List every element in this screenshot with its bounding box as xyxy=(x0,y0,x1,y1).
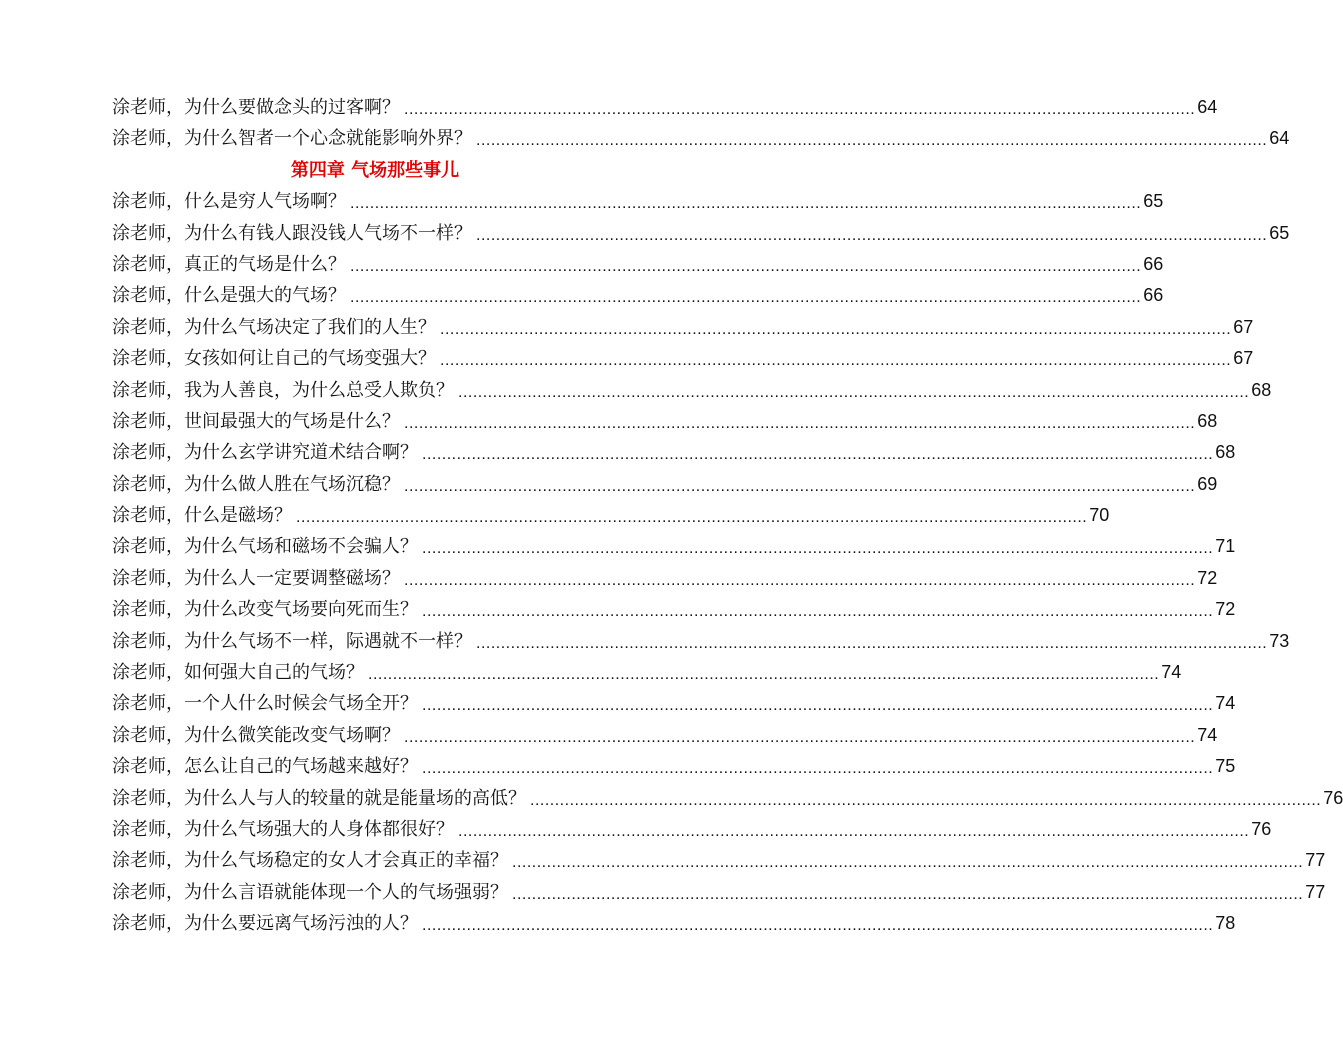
toc-leader-dots: ................................................................................................................................................................ xyxy=(458,822,1250,840)
toc-entry[interactable] xyxy=(112,249,1164,280)
toc-leader-dots: ................................................................................................................................................................ xyxy=(422,917,1214,935)
toc-entry-page: 65 xyxy=(1143,191,1164,212)
toc-leader-dots: ................................................................................................................................................................ xyxy=(404,571,1196,589)
toc-entry[interactable] xyxy=(112,375,1272,406)
toc-entry-page: 76 xyxy=(1251,818,1272,839)
toc-entry[interactable] xyxy=(112,531,1236,562)
toc-entry[interactable] xyxy=(112,500,1110,531)
toc-entry-page: 68 xyxy=(1215,442,1236,463)
toc-entry-page: 68 xyxy=(1197,410,1218,431)
toc-entry[interactable] xyxy=(112,720,1218,751)
toc-entry-page: 73 xyxy=(1269,630,1290,651)
chapter-heading[interactable]: 第四章 气场那些事儿 xyxy=(290,159,460,181)
toc-entry[interactable] xyxy=(112,92,1218,123)
toc-entry[interactable] xyxy=(112,657,1182,688)
toc-entry[interactable] xyxy=(112,877,1326,908)
toc-entry[interactable] xyxy=(112,437,1236,468)
toc-entry-title: 涂老师，为什么言语就能体现一个人的气场强弱？ xyxy=(112,881,508,903)
toc-entry-title: 涂老师，为什么气场不一样，际遇就不一样？ xyxy=(112,630,472,652)
toc-entry[interactable] xyxy=(112,688,1236,719)
toc-entry-page: 72 xyxy=(1197,567,1218,588)
toc-leader-dots: ................................................................................................................................................................ xyxy=(296,509,1088,527)
toc-entry-title: 涂老师，为什么要远离气场污浊的人？ xyxy=(112,913,418,935)
toc-entry-page: 68 xyxy=(1251,379,1272,400)
toc-entry-title: 涂老师，为什么气场稳定的女人才会真正的幸福？ xyxy=(112,850,508,872)
toc-leader-dots: ................................................................................................................................................................ xyxy=(458,383,1250,401)
toc-entry[interactable] xyxy=(112,783,1343,814)
toc-leader-dots: ................................................................................................................................................................ xyxy=(422,446,1214,464)
toc-entry-title: 涂老师，女孩如何让自己的气场变强大？ xyxy=(112,348,436,370)
toc-entry[interactable] xyxy=(112,406,1218,437)
toc-entry-title: 涂老师，为什么有钱人跟没钱人气场不一样？ xyxy=(112,222,472,244)
toc-entry[interactable] xyxy=(112,312,1254,343)
toc-entry[interactable] xyxy=(112,280,1164,311)
toc-entry-page: 74 xyxy=(1215,693,1236,714)
toc-entry-page: 64 xyxy=(1197,97,1218,117)
toc-entry-title: 涂老师，什么是磁场？ xyxy=(112,505,292,527)
toc-entry[interactable] xyxy=(112,845,1326,876)
toc-leader-dots: ................................................................................................................................................................ xyxy=(404,101,1196,118)
toc-entry[interactable] xyxy=(112,218,1290,249)
toc-entry-title: 涂老师，一个人什么时候会气场全开？ xyxy=(112,693,418,715)
toc-entry-page: 70 xyxy=(1089,505,1110,526)
toc-entry-title: 涂老师，为什么气场决定了我们的人生？ xyxy=(112,316,436,338)
toc-entry-page: 75 xyxy=(1215,756,1236,777)
toc-entry-page: 65 xyxy=(1269,222,1290,243)
toc-entry[interactable] xyxy=(112,908,1236,939)
toc-leader-dots: ................................................................................................................................................................ xyxy=(422,697,1214,715)
toc-entry-title: 涂老师，什么是强大的气场？ xyxy=(112,285,346,307)
toc-entry-page: 76 xyxy=(1323,787,1343,808)
toc-entry-title: 涂老师，为什么要做念头的过客啊？ xyxy=(112,97,400,118)
toc-entry[interactable] xyxy=(112,186,1164,217)
toc-entry[interactable] xyxy=(112,123,1290,154)
toc-leader-dots: ................................................................................................................................................................ xyxy=(350,257,1142,275)
toc-entry-page: 67 xyxy=(1233,348,1254,369)
toc-entry-page: 64 xyxy=(1269,128,1290,149)
toc-entry-page: 74 xyxy=(1161,662,1182,683)
toc-leader-dots: ................................................................................................................................................................ xyxy=(476,226,1268,244)
toc-entry-title: 涂老师，为什么玄学讲究道术结合啊？ xyxy=(112,442,418,464)
toc-leader-dots: ................................................................................................................................................................ xyxy=(350,289,1142,307)
toc-leader-dots: ................................................................................................................................................................ xyxy=(422,760,1214,778)
toc-entry-title: 涂老师，为什么人与人的较量的就是能量场的高低？ xyxy=(112,787,526,809)
toc-entry-title: 涂老师，世间最强大的气场是什么？ xyxy=(112,410,400,432)
toc-leader-dots: ................................................................................................................................................................ xyxy=(440,320,1232,338)
toc-leader-dots: ................................................................................................................................................................ xyxy=(422,540,1214,558)
toc-entry-title: 涂老师，为什么微笑能改变气场啊？ xyxy=(112,724,400,746)
toc-leader-dots: ................................................................................................................................................................ xyxy=(512,854,1304,872)
toc-leader-dots: ................................................................................................................................................................ xyxy=(404,414,1196,432)
toc-entry[interactable] xyxy=(112,626,1290,657)
toc-entry[interactable] xyxy=(112,563,1218,594)
toc-entry-page: 78 xyxy=(1215,913,1236,934)
toc-leader-dots: ................................................................................................................................................................ xyxy=(440,352,1232,370)
toc-leader-dots: ................................................................................................................................................................ xyxy=(350,195,1142,213)
toc-leader-dots: ................................................................................................................................................................ xyxy=(422,603,1214,621)
toc-entry-page: 69 xyxy=(1197,473,1218,494)
toc-leader-dots: ................................................................................................................................................................ xyxy=(476,132,1268,150)
toc-entry-title: 涂老师，我为人善良，为什么总受人欺负？ xyxy=(112,379,454,401)
toc-entry-title: 涂老师，为什么智者一个心念就能影响外界？ xyxy=(112,128,472,150)
toc-leader-dots: ................................................................................................................................................................ xyxy=(404,477,1196,495)
toc-entry-page: 67 xyxy=(1233,316,1254,337)
toc-entry-page: 77 xyxy=(1305,850,1326,871)
toc-entry-page: 77 xyxy=(1305,881,1326,902)
toc-entry-title: 涂老师，什么是穷人气场啊？ xyxy=(112,191,346,213)
toc-entry-page: 66 xyxy=(1143,285,1164,306)
toc-entry[interactable] xyxy=(112,594,1236,625)
toc-leader-dots: ................................................................................................................................................................ xyxy=(512,885,1304,903)
toc-leader-dots: ................................................................................................................................................................ xyxy=(476,634,1268,652)
table-of-contents xyxy=(112,92,1343,940)
toc-entry-title: 涂老师，为什么气场和磁场不会骗人？ xyxy=(112,536,418,558)
toc-leader-dots: ................................................................................................................................................................ xyxy=(368,666,1160,684)
toc-entry[interactable] xyxy=(112,343,1254,374)
toc-entry-page: 66 xyxy=(1143,253,1164,274)
toc-entry[interactable] xyxy=(112,751,1236,782)
toc-entry-page: 74 xyxy=(1197,724,1218,745)
toc-entry[interactable] xyxy=(112,469,1218,500)
toc-entry-title: 涂老师，如何强大自己的气场？ xyxy=(112,662,364,684)
toc-leader-dots: ................................................................................................................................................................ xyxy=(530,791,1322,809)
toc-entry-title: 涂老师，怎么让自己的气场越来越好？ xyxy=(112,756,418,778)
toc-entry-title: 涂老师，为什么人一定要调整磁场？ xyxy=(112,567,400,589)
toc-entry-page: 72 xyxy=(1215,599,1236,620)
toc-entry[interactable] xyxy=(112,814,1272,845)
toc-entry-title: 涂老师，为什么做人胜在气场沉稳？ xyxy=(112,473,400,495)
toc-leader-dots: ................................................................................................................................................................ xyxy=(404,728,1196,746)
toc-entry-page: 71 xyxy=(1215,536,1236,557)
toc-entry-title: 涂老师，为什么改变气场要向死而生？ xyxy=(112,599,418,621)
toc-entry-title: 涂老师，真正的气场是什么？ xyxy=(112,253,346,275)
toc-entry-title: 涂老师，为什么气场强大的人身体都很好？ xyxy=(112,818,454,840)
